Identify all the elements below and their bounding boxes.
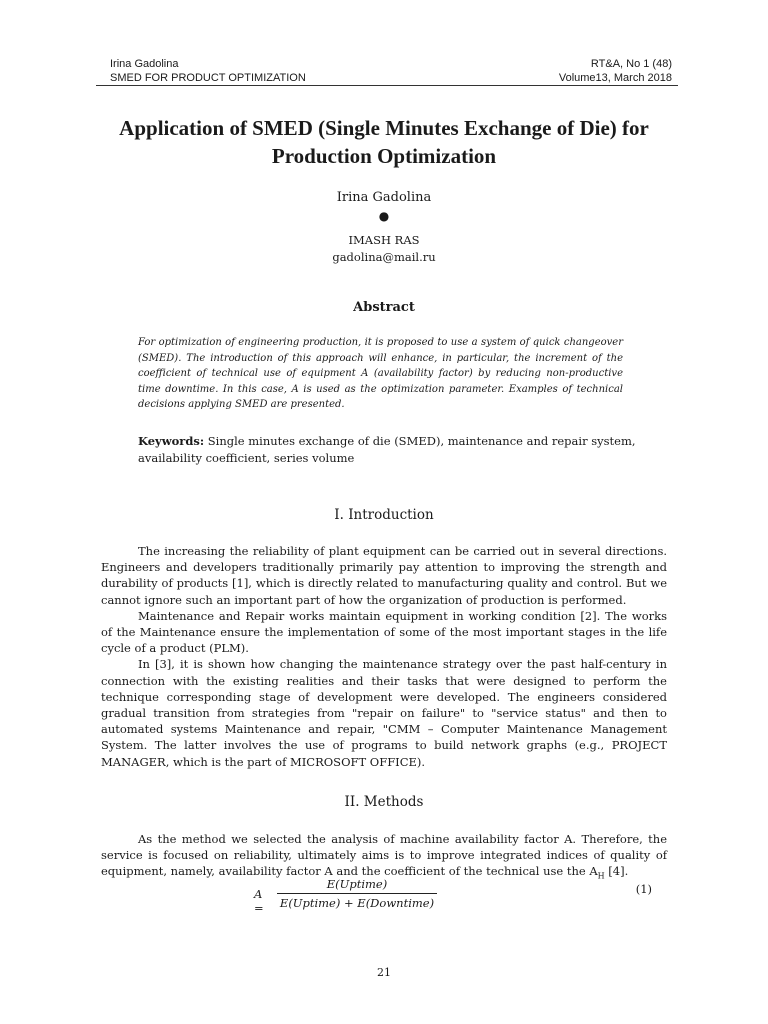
equation-denominator: E(Uptime) + E(Downtime) <box>279 896 435 910</box>
equation-fraction <box>277 877 437 910</box>
section-introduction-heading: I. Introduction <box>334 507 434 523</box>
intro-paragraph-1: The increasing the reliability of plant equipment can be carried out in several directions. Engineers and developers traditionally primarily pay attention to improving the strength and durability of products [1], which is directly related to manufacturing quality and control. But we cannot ignore such an important part of how the organization of production is performed. <box>101 544 667 607</box>
abstract-heading: Abstract <box>353 300 415 315</box>
author-email[interactable]: gadolina@mail.ru <box>332 250 436 264</box>
abstract-text: For optimization of engineering production, it is proposed to use a system of quick changeover (SMED). The introduction of this approach will enhance, in particular, the increment of the coefficient of technical use of equipment A (availability factor) by reducing non-productive time downtime. In this case, A is used as the optimization parameter. Examples of technical decisions applying SMED are presented. <box>138 337 623 410</box>
running-header-right <box>559 57 672 85</box>
equation-number: (1) <box>635 882 652 896</box>
equation-lhs: A = <box>254 887 264 915</box>
methods-citation: [4]. <box>604 864 629 879</box>
keywords-label: Keywords: <box>138 434 205 448</box>
page-number: 21 <box>377 966 391 979</box>
intro-paragraph-2: Maintenance and Repair works maintain equipment in working condition [2]. The works of the Maintenance ensure the implementation of some of the most important stages in the life cycle of a product (PLM). <box>101 608 667 656</box>
running-header-left <box>110 57 306 85</box>
introduction-body <box>101 543 667 770</box>
keywords-text: Single minutes exchange of die (SMED), maintenance and repair system, availability coefficient, series volume <box>138 434 636 465</box>
header-volume: Volume13, March 2018 <box>558 72 672 84</box>
affiliation: IMASH RAS <box>348 233 420 247</box>
header-author: Irina Gadolina <box>110 58 179 70</box>
paper-title: Application of SMED (Single Minutes Exchange of Die) for Production Optimization <box>119 116 649 168</box>
header-rule <box>96 85 678 86</box>
keywords <box>138 433 638 467</box>
methods-subscript: H <box>597 871 605 881</box>
header-journal: RT&A, No 1 (48) <box>590 58 672 70</box>
equation-numerator: E(Uptime) <box>277 877 437 894</box>
affiliation-block <box>0 232 768 266</box>
author-bullet: ● <box>378 209 390 223</box>
author-name: Irina Gadolina <box>336 190 432 205</box>
methods-text: As the method we selected the analysis of machine availability factor A. Therefore, the service is focused on reliability, ultimately aims is to improve integrated indices of quality of equipment, namely, availability factor A and the coefficient of the technical use the A <box>101 832 667 879</box>
section-methods-heading: II. Methods <box>344 794 424 810</box>
intro-paragraph-3: In [3], it is shown how changing the maintenance strategy over the past half-century in connection with the existing realities and their tasks that were designed to perform the technique corresponding stage of development were developed. The engineers considered gradual transition from strategies from "repair on failure" to "service status" and then to automated systems Maintenance and repair, "CMM – Computer Maintenance Management System. The latter involves the use of programs to build network graphs (e.g., PROJECT MANAGER, which is the part of MICROSOFT OFFICE). <box>101 657 667 769</box>
header-short-title: SMED FOR PRODUCT OPTIMIZATION <box>110 72 306 84</box>
